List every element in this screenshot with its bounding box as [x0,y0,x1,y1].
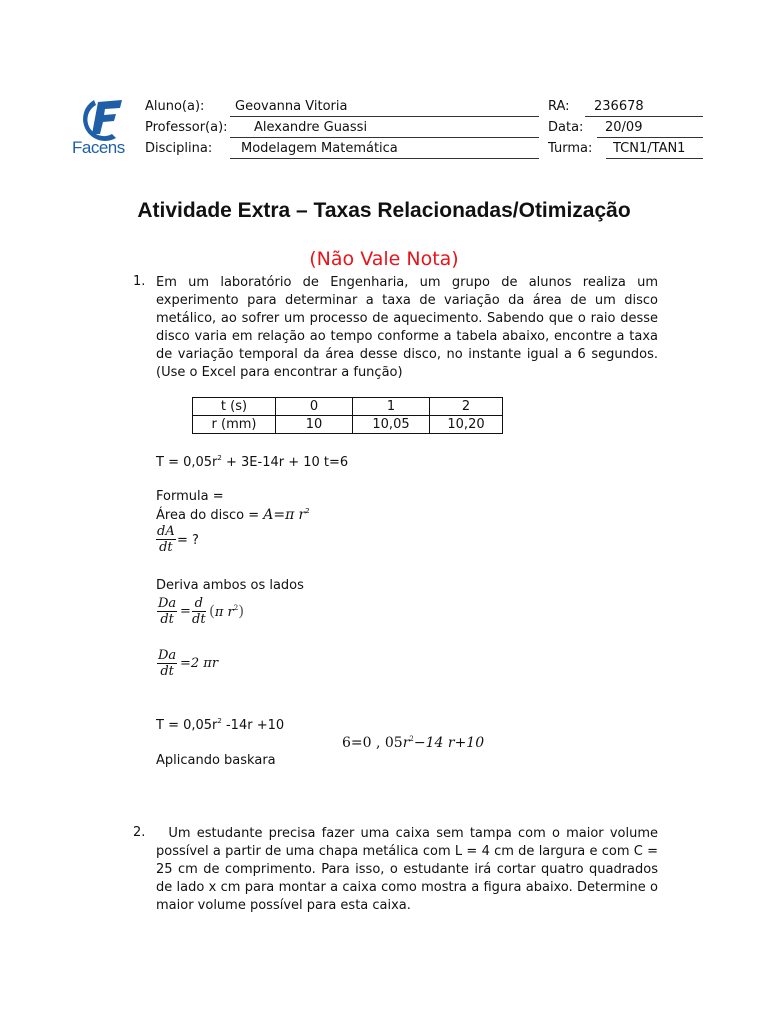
facens-logo [72,96,136,160]
class-underline [606,158,703,159]
student-value: Geovanna Vitoria [235,99,348,114]
ra-value: 236678 [594,99,644,114]
table-cell: 1 [353,398,430,416]
fraction-d-dt [192,596,206,627]
discipline-underline [230,158,539,159]
student-label: Aluno(a): [145,99,205,114]
radius-table [192,397,503,434]
table-cell: 2 [430,398,503,416]
equals-sign: = [180,604,191,619]
answer-line-1 [156,454,348,470]
table-cell: 10,20 [430,416,503,434]
exponent: 2 [217,454,222,462]
q2-text: Um estudante precisa fazer uma caixa sem tampa com o maior volume possível a partir de uma chapa metálica com L = 4 cm de largura e com C = 25 cm de comprimento. Para isso, o estudante irá cortar quatro quadrados de lado x cm para montar a caixa como mostra a figura abaixo. Determine o maior volume possível para esta caixa. [156,826,663,913]
q2-number: 2. [133,825,146,840]
math-body: π r [214,605,234,620]
equation-quadratic [342,735,484,751]
area-line [156,507,310,523]
date-value: 20/09 [605,120,643,135]
formula-label: Formula = [156,489,224,504]
date-underline [597,137,703,138]
fraction-denominator: dt [160,612,174,627]
pi-r-squared [209,602,244,620]
table-cell: 10,05 [353,416,430,434]
math-symbol: A [263,507,274,523]
exponent: 2 [409,735,414,743]
exponent: 2 [305,507,310,515]
table-row [193,398,503,416]
math-symbol: = [273,507,286,523]
class-value: TCN1/TAN1 [613,141,686,156]
fraction-numerator: Da [158,648,177,663]
table-row [193,416,503,434]
ra-label: RA: [548,99,570,114]
paren-left: ( [209,602,215,620]
dA-tail: = ? [177,533,199,548]
facens-logo-icon [72,96,136,142]
math-symbol: r [402,735,410,751]
professor-value: Alexandre Guassi [254,120,368,135]
math-symbol: r [298,507,306,523]
math-body: 6=0 , 05 [342,735,403,751]
ra-underline [585,116,703,117]
page-subtitle: (Não Vale Nota) [309,248,459,270]
equation-rhs: =2 πr [180,656,219,671]
logo-text: Facens [72,138,125,157]
math-symbol: π [285,507,295,523]
answer-line-2 [156,717,284,733]
fraction-Da-dt [157,596,177,627]
paren-right: ) [238,602,245,620]
answer-text: -14r +10 [221,718,285,733]
discipline-label: Disciplina: [145,141,213,156]
answer-text: T = 0,05r [156,455,218,470]
professor-underline [230,137,539,138]
fraction-dA-dt [156,524,176,555]
date-label: Data: [548,120,584,135]
answer-text: + 3E-14r + 10 t=6 [221,455,349,470]
student-underline [230,116,539,117]
exponent: 2 [217,717,222,725]
baskara-label: Aplicando baskara [156,753,276,768]
page-title: Atividade Extra – Taxas Relacionadas/Otimização [137,199,631,222]
fraction-numerator: Da [158,596,177,611]
q1-number: 1. [133,274,146,289]
q1-text: Em um laboratório de Engenharia, um grupo de alunos realiza um experimento para determinar a taxa de variação da área de um disco metálico, ao sofrer um processo de aquecimento. Sabendo que o raio desse disco varia em relação ao tempo conforme a tabela abaixo, encontre a taxa de variação temporal da área desse disco, no instante igual a 6 segundos. (Use o Excel para encontrar a função) [156,275,658,380]
answer-text: T = 0,05r [156,718,218,733]
fraction-Da-dt-2 [157,648,177,679]
exponent: 2 [233,604,239,612]
fraction-numerator: d [192,596,206,612]
fraction-denominator: dt [192,612,206,627]
table-cell: t (s) [193,398,276,416]
fraction-denominator: dt [160,664,174,679]
fraction-denominator: dt [159,540,173,555]
derive-label: Deriva ambos os lados [156,578,304,593]
table-cell: r (mm) [193,416,276,434]
table-cell: 0 [276,398,353,416]
area-label: Área do disco = [156,508,264,523]
table-cell: 10 [276,416,353,434]
fraction-numerator: dA [157,524,175,539]
math-body: −14 r+10 [413,735,485,751]
class-label: Turma: [548,141,593,156]
professor-label: Professor(a): [145,120,228,135]
discipline-value: Modelagem Matemática [241,141,398,156]
